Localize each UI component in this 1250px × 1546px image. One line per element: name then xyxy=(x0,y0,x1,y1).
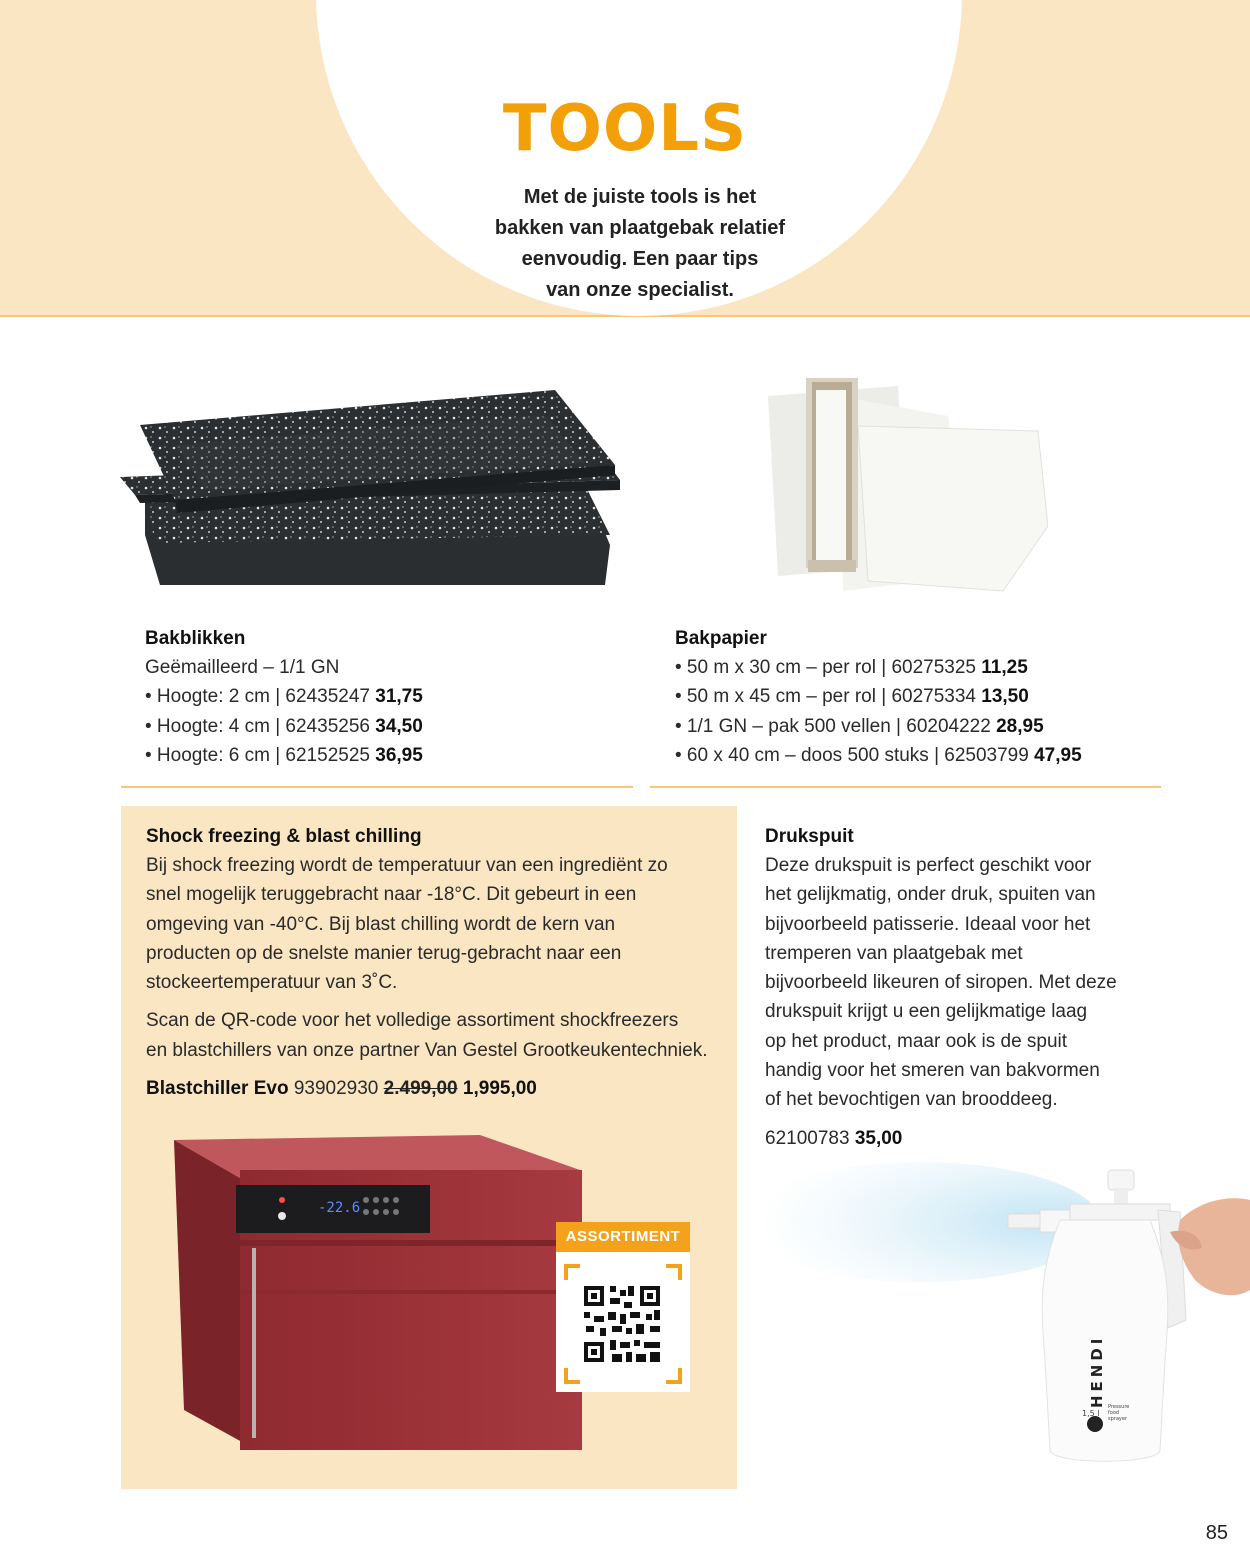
sprayer-label: sprayer xyxy=(1108,1416,1127,1422)
new-price: 1,995,00 xyxy=(457,1078,537,1100)
bakblikken-subtitle: Geëmailleerd – 1/1 GN xyxy=(145,657,340,678)
item-text: • 1/1 GN – pak 500 vellen | 60204222 xyxy=(675,715,997,737)
intro-line: van onze specialist. xyxy=(546,279,734,301)
sprayer-brand: HENDI xyxy=(1088,1334,1106,1408)
blastchiller-image xyxy=(160,1130,600,1450)
product-code: 93902930 xyxy=(288,1078,384,1100)
sprayer-label: food xyxy=(1108,1410,1120,1416)
text-line: Bij shock freezing wordt de temperatuur van een ingrediënt zo xyxy=(146,855,668,876)
text-line: het gelijkmatig, onder druk, spuiten van xyxy=(765,884,1096,906)
item-price: 47,95 xyxy=(1034,744,1082,766)
text-line: producten op de snelste manier terug-gebracht naar een xyxy=(146,942,622,964)
sprayer-label: Pressure xyxy=(1108,1404,1130,1410)
item-price: 28,95 xyxy=(996,715,1044,737)
product-name: Blastchiller Evo xyxy=(146,1078,289,1100)
list-item xyxy=(145,712,423,741)
drukspuit-price-line xyxy=(765,1124,1145,1153)
old-price: 2.499,00 xyxy=(383,1078,458,1100)
intro-line: bakken van plaatgebak relatief xyxy=(494,217,786,239)
text-line: bijvoorbeeld patisserie. Ideaal voor het xyxy=(765,913,1091,935)
item-text: • Hoogte: 6 cm | 62152525 xyxy=(145,744,376,766)
item-text: • 60 x 40 cm – doos 500 stuks | 62503799 xyxy=(675,744,1035,766)
text-line: handig voor het smeren van bakvormen xyxy=(765,1060,1100,1082)
text-line: omgeving van -40°C. Bij blast chilling wordt de kern van xyxy=(146,913,616,935)
shock-freezing-text xyxy=(146,822,731,1103)
list-item xyxy=(675,653,1082,682)
text-line: snel mogelijk teruggebracht naar -18°C. Dit gebeurt in een xyxy=(146,884,637,906)
list-item xyxy=(145,682,423,711)
text-line: bijvoorbeeld likeuren of siropen. Met deze xyxy=(765,972,1117,994)
sprayer-volume: 1,5 l xyxy=(1082,1409,1100,1418)
list-item xyxy=(675,741,1082,770)
bakblikken-title: Bakblikken xyxy=(145,628,246,649)
item-price: 36,95 xyxy=(375,744,423,766)
text-line: tremperen van plaatgebak met xyxy=(765,942,1023,964)
qr-label: ASSORTIMENT xyxy=(556,1222,690,1252)
text-line: drukspuit krijgt u een gelijkmatige laag xyxy=(765,1001,1088,1023)
text-line: of het bevochtigen van brooddeeg. xyxy=(765,1089,1058,1111)
bakpapier-section xyxy=(675,624,1082,770)
list-item xyxy=(675,712,1082,741)
text-line: Deze drukspuit is perfect geschikt voor xyxy=(765,855,1092,876)
product-code: 62100783 xyxy=(765,1127,855,1149)
item-text: • Hoogte: 4 cm | 62435256 xyxy=(145,715,376,737)
shock-paragraph-2 xyxy=(146,1006,731,1065)
intro-line: eenvoudig. Een paar tips xyxy=(521,248,759,270)
item-price: 34,50 xyxy=(375,715,423,737)
item-price: 11,25 xyxy=(981,657,1028,678)
page-number: 85 xyxy=(1205,1522,1228,1544)
intro-line: Met de juiste tools is het xyxy=(523,186,757,208)
item-price: 35,00 xyxy=(854,1127,903,1149)
bakblikken-section xyxy=(145,624,423,770)
baking-paper-image xyxy=(748,376,1048,596)
baking-trays-image xyxy=(115,385,625,590)
text-line: en blastchillers van onze partner Van Gestel Grootkeukentechniek. xyxy=(146,1039,708,1061)
shock-paragraph-1 xyxy=(146,851,731,997)
item-text: • Hoogte: 2 cm | 62435247 xyxy=(145,686,376,708)
divider-right xyxy=(650,786,1161,788)
intro-text xyxy=(440,182,840,306)
qr-code-card[interactable] xyxy=(556,1222,690,1392)
drukspuit-section xyxy=(765,822,1145,1153)
qr-code[interactable] xyxy=(564,1264,682,1386)
item-price: 31,75 xyxy=(375,686,423,708)
item-text: • 50 m x 45 cm – per rol | 60275334 xyxy=(675,686,982,708)
chiller-display: -22.6 xyxy=(318,1200,361,1216)
text-line: op het product, maar ook is de spuit xyxy=(765,1030,1068,1052)
sprayer-image xyxy=(740,1160,1250,1480)
text-line: stockeertemperatuur van 3˚C. xyxy=(146,972,398,994)
page-title: TOOLS xyxy=(502,92,748,166)
item-price: 13,50 xyxy=(981,686,1029,708)
shock-title: Shock freezing & blast chilling xyxy=(146,826,422,847)
list-item xyxy=(675,682,1082,711)
item-text: • 50 m x 30 cm – per rol | 60275325 xyxy=(675,657,982,678)
text-line: Scan de QR-code voor het volledige assortiment shockfreezers xyxy=(146,1010,679,1032)
divider-left xyxy=(121,786,633,788)
drukspuit-description xyxy=(765,851,1145,1115)
bakpapier-title: Bakpapier xyxy=(675,628,767,649)
list-item xyxy=(145,741,423,770)
blastchiller-price-line xyxy=(146,1074,731,1103)
drukspuit-title: Drukspuit xyxy=(765,826,854,847)
